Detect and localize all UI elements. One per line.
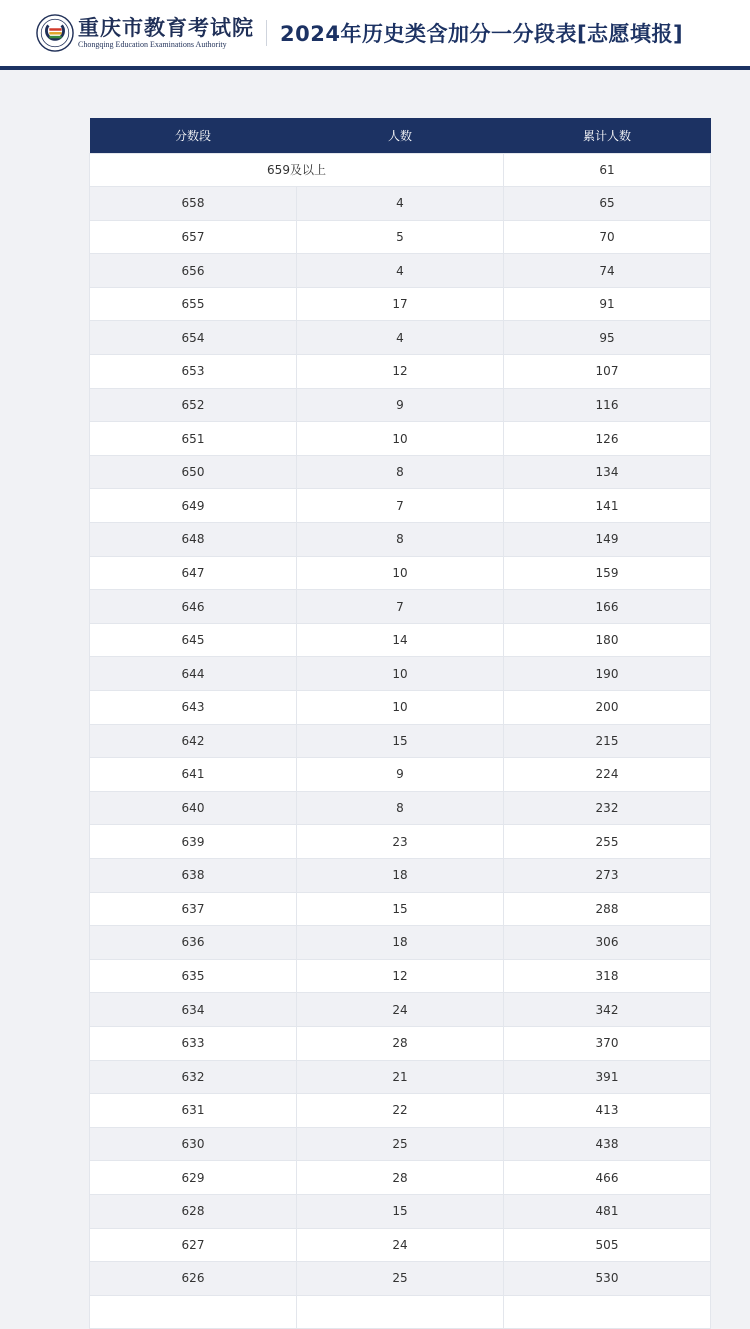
cumulative-cell: 318: [504, 959, 711, 993]
score-cell: 644: [90, 657, 297, 691]
cumulative-cell: 200: [504, 691, 711, 725]
score-table-container: [89, 118, 710, 1329]
count-cell: 7: [297, 489, 504, 523]
count-cell: 24: [297, 1228, 504, 1262]
table-row: [90, 220, 711, 254]
header-cumulative: 累计人数: [582, 128, 631, 143]
table-row: [90, 791, 711, 825]
table-row: [90, 1161, 711, 1195]
top-score-label: 659及以上: [90, 153, 504, 187]
table-row: [90, 1026, 711, 1060]
score-cell: 633: [90, 1026, 297, 1060]
score-cell: 637: [90, 892, 297, 926]
cumulative-cell: 413: [504, 1094, 711, 1128]
score-cell: 657: [90, 220, 297, 254]
table-row: [90, 993, 711, 1027]
table-row: [90, 1094, 711, 1128]
site-logo[interactable]: [0, 14, 254, 52]
table-row: [90, 388, 711, 422]
cumulative-cell: 91: [504, 287, 711, 321]
table-row: [90, 287, 711, 321]
table-row: [90, 1295, 711, 1329]
cumulative-cell: [504, 1295, 711, 1329]
cumulative-cell: 215: [504, 724, 711, 758]
cumulative-cell: 466: [504, 1161, 711, 1195]
cumulative-cell: 95: [504, 321, 711, 355]
table-row: [90, 858, 711, 892]
count-cell: 9: [297, 388, 504, 422]
score-cell: 627: [90, 1228, 297, 1262]
score-cell: 646: [90, 590, 297, 624]
count-cell: 28: [297, 1161, 504, 1195]
cumulative-cell: 166: [504, 590, 711, 624]
score-cell: 628: [90, 1194, 297, 1228]
count-cell: 18: [297, 926, 504, 960]
score-cell: 631: [90, 1094, 297, 1128]
cumulative-cell: 70: [504, 220, 711, 254]
header-divider: [266, 20, 267, 46]
table-row: [90, 892, 711, 926]
cumulative-cell: 134: [504, 455, 711, 489]
table-row: [90, 422, 711, 456]
cumulative-cell: 126: [504, 422, 711, 456]
count-cell: 4: [297, 254, 504, 288]
count-cell: 28: [297, 1026, 504, 1060]
score-cell: 651: [90, 422, 297, 456]
table-row: [90, 1262, 711, 1296]
count-cell: 7: [297, 590, 504, 624]
cumulative-cell: 159: [504, 556, 711, 590]
count-cell: 22: [297, 1094, 504, 1128]
cumulative-cell: 288: [504, 892, 711, 926]
score-cell: 650: [90, 455, 297, 489]
score-cell: 630: [90, 1127, 297, 1161]
table-row: [90, 321, 711, 355]
cumulative-cell: 481: [504, 1194, 711, 1228]
score-cell: 641: [90, 758, 297, 792]
cumulative-cell: 505: [504, 1228, 711, 1262]
count-cell: 15: [297, 892, 504, 926]
cumulative-cell: 116: [504, 388, 711, 422]
table-row: [90, 489, 711, 523]
count-cell: 4: [297, 187, 504, 221]
table-row: [90, 1228, 711, 1262]
page-title: 2024年历史类含加分一分段表[志愿填报]: [280, 22, 684, 46]
cumulative-cell: 141: [504, 489, 711, 523]
score-cell: 626: [90, 1262, 297, 1296]
score-cell: 629: [90, 1161, 297, 1195]
table-row: [90, 724, 711, 758]
count-cell: 25: [297, 1262, 504, 1296]
table-row: [90, 758, 711, 792]
table-row: [90, 455, 711, 489]
cumulative-cell: 273: [504, 858, 711, 892]
count-cell: 8: [297, 791, 504, 825]
score-cell: 654: [90, 321, 297, 355]
cumulative-cell: 232: [504, 791, 711, 825]
count-cell: 9: [297, 758, 504, 792]
logo-chinese-name: 重庆市教育考试院: [78, 15, 254, 40]
score-cell: 642: [90, 724, 297, 758]
count-cell: 25: [297, 1127, 504, 1161]
table-row: [90, 355, 711, 389]
score-cell: 638: [90, 858, 297, 892]
table-body: [90, 153, 711, 1329]
count-cell: 10: [297, 422, 504, 456]
table-row: [90, 623, 711, 657]
score-cell: 656: [90, 254, 297, 288]
score-cell: 648: [90, 523, 297, 557]
top-score-cumulative: 61: [504, 153, 711, 187]
count-cell: 8: [297, 455, 504, 489]
cumulative-cell: 107: [504, 355, 711, 389]
table-header-row: [90, 118, 711, 153]
score-cell: 655: [90, 287, 297, 321]
table-row: [90, 1127, 711, 1161]
cumulative-cell: 342: [504, 993, 711, 1027]
count-cell: 12: [297, 959, 504, 993]
table-row: [90, 523, 711, 557]
header-count: 人数: [387, 128, 412, 143]
table-row: [90, 590, 711, 624]
count-cell: 18: [297, 858, 504, 892]
score-cell: 643: [90, 691, 297, 725]
table-row: [90, 657, 711, 691]
count-cell: [297, 1295, 504, 1329]
score-cell: 658: [90, 187, 297, 221]
authority-seal-icon: [36, 14, 74, 52]
table-row: [90, 187, 711, 221]
count-cell: 14: [297, 623, 504, 657]
table-row: [90, 254, 711, 288]
count-cell: 15: [297, 1194, 504, 1228]
count-cell: 4: [297, 321, 504, 355]
logo-english-name: Chongqing Education Examinations Authority: [78, 40, 227, 49]
count-cell: 10: [297, 657, 504, 691]
score-cell: 649: [90, 489, 297, 523]
table-row: [90, 825, 711, 859]
score-cell: 645: [90, 623, 297, 657]
table-row: [90, 926, 711, 960]
cumulative-cell: 306: [504, 926, 711, 960]
cumulative-cell: 391: [504, 1060, 711, 1094]
count-cell: 12: [297, 355, 504, 389]
score-cell: 652: [90, 388, 297, 422]
score-distribution-table: [89, 118, 711, 1329]
score-cell: 635: [90, 959, 297, 993]
cumulative-cell: 370: [504, 1026, 711, 1060]
count-cell: 21: [297, 1060, 504, 1094]
count-cell: 17: [297, 287, 504, 321]
count-cell: 23: [297, 825, 504, 859]
score-cell: 634: [90, 993, 297, 1027]
header-score-range: 分数段: [174, 128, 211, 143]
cumulative-cell: 149: [504, 523, 711, 557]
cumulative-cell: 530: [504, 1262, 711, 1296]
count-cell: 24: [297, 993, 504, 1027]
score-cell: [90, 1295, 297, 1329]
table-row: [90, 1060, 711, 1094]
score-cell: 632: [90, 1060, 297, 1094]
table-row: [90, 1194, 711, 1228]
count-cell: 8: [297, 523, 504, 557]
count-cell: 5: [297, 220, 504, 254]
cumulative-cell: 180: [504, 623, 711, 657]
count-cell: 15: [297, 724, 504, 758]
table-row: [90, 691, 711, 725]
site-header: [0, 0, 750, 70]
count-cell: 10: [297, 691, 504, 725]
score-cell: 640: [90, 791, 297, 825]
score-cell: 639: [90, 825, 297, 859]
score-cell: 653: [90, 355, 297, 389]
cumulative-cell: 224: [504, 758, 711, 792]
cumulative-cell: 438: [504, 1127, 711, 1161]
cumulative-cell: 255: [504, 825, 711, 859]
table-row-top: [90, 153, 711, 187]
count-cell: 10: [297, 556, 504, 590]
table-row: [90, 959, 711, 993]
cumulative-cell: 190: [504, 657, 711, 691]
cumulative-cell: 65: [504, 187, 711, 221]
cumulative-cell: 74: [504, 254, 711, 288]
score-cell: 636: [90, 926, 297, 960]
table-row: [90, 556, 711, 590]
score-cell: 647: [90, 556, 297, 590]
